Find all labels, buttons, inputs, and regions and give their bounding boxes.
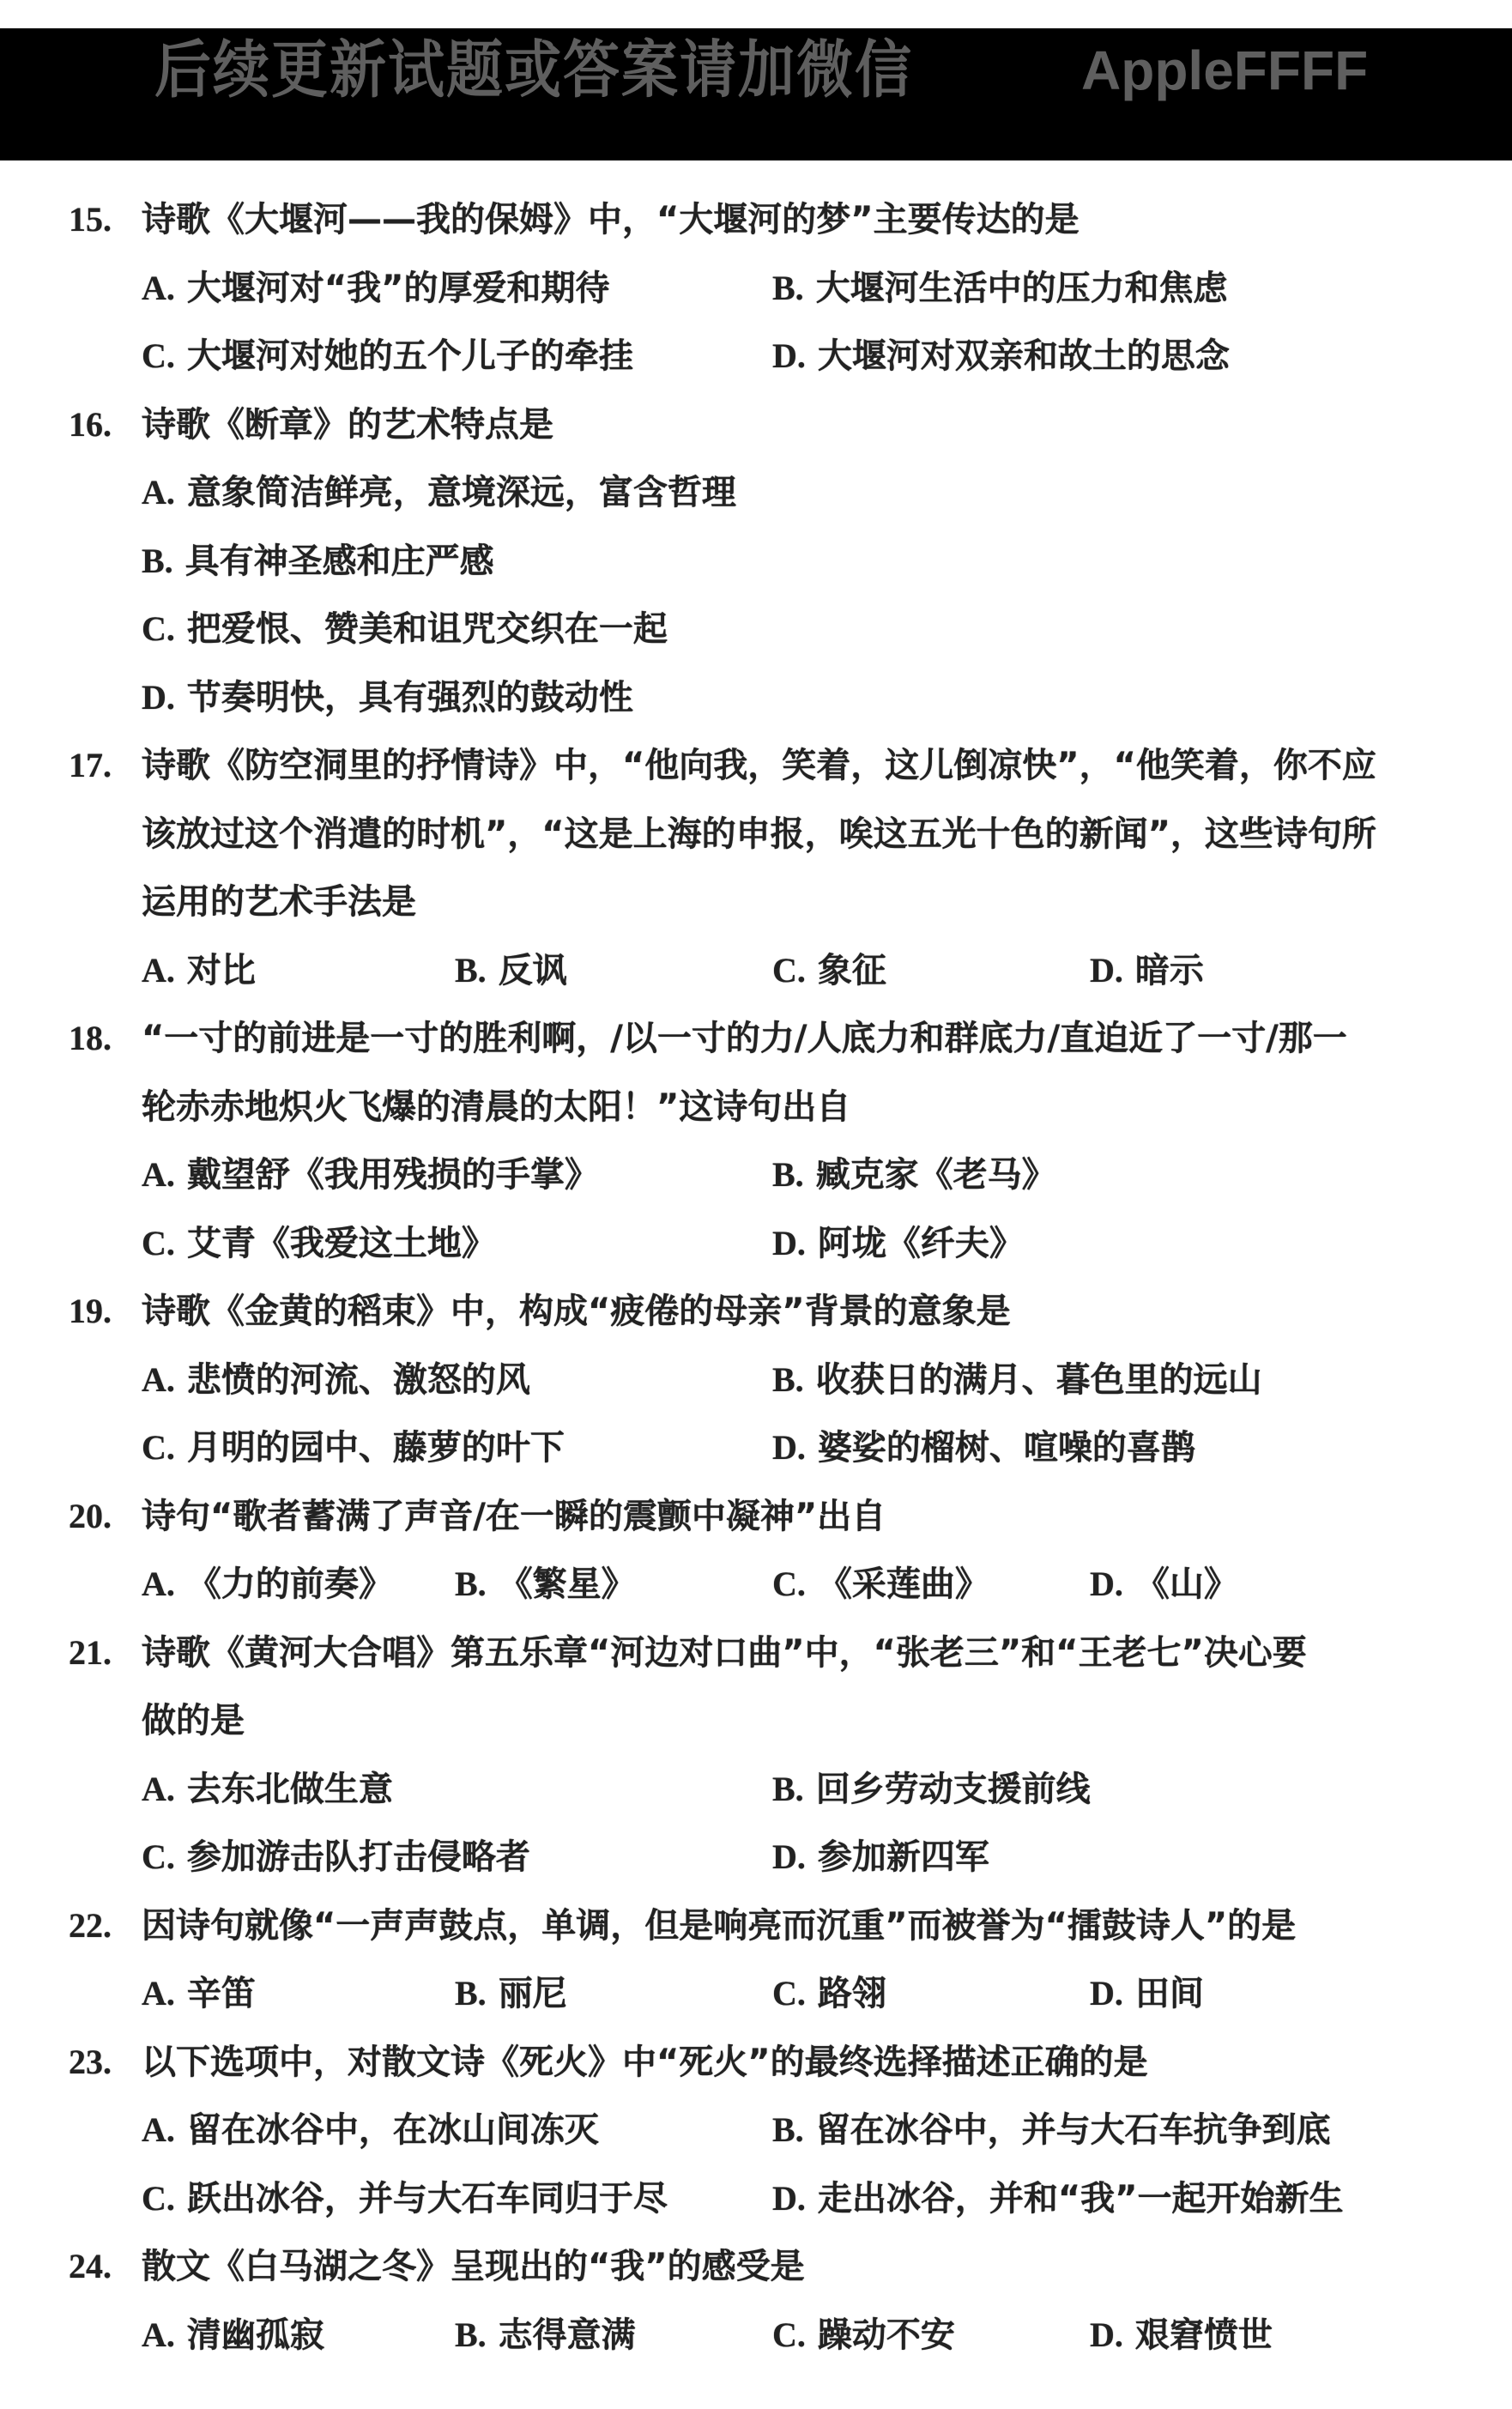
answer-option[interactable] [1090,1559,1238,1610]
option-text: 田间 [1134,1974,1204,2013]
answer-option[interactable] [142,603,668,655]
answer-option[interactable] [772,945,886,996]
option-label: A. [142,2315,175,2354]
option-label: A. [142,473,175,511]
option-label: B. [142,541,173,580]
question-number: 19. [69,1292,112,1330]
question-number: 16. [69,404,112,444]
question-text: 诗句“歌者蓄满了声音/在一瞬的震颤中凝神”出自 [142,1496,886,1536]
option-label: C. [142,1837,175,1876]
option-label: A. [142,950,175,990]
option-label: D. [1090,1974,1123,2013]
option-text: 参加游击队打击侵略者 [186,1837,530,1877]
answer-option[interactable] [772,1831,989,1883]
question-text: 诗歌《金黄的稻束》中，构成“疲倦的母亲”背景的意象是 [142,1292,1011,1331]
answer-option[interactable] [772,2173,1343,2224]
question-number: 24. [69,2247,112,2285]
answer-option[interactable] [142,2104,599,2156]
question-number: 15. [69,200,112,239]
option-text: 参加新四军 [817,1837,989,1877]
option-label: A. [142,268,175,307]
option-label: C. [772,2315,806,2354]
option-label: D. [1090,2315,1123,2354]
option-text: 《力的前奏》 [186,1565,393,1604]
option-label: C. [142,1428,175,1467]
option-text: 跃出冰谷，并与大石车同归于尽 [186,2178,668,2218]
answer-option[interactable] [142,1218,496,1269]
answer-option[interactable] [455,945,567,996]
option-label: C. [772,1974,806,2013]
option-text: 意象简洁鲜亮，意境深远，富含哲理 [186,473,736,512]
option-text: 艰窘愤世 [1134,2315,1273,2355]
option-label: B. [772,2110,804,2149]
question-text: 因诗句就像“一声声鼓点，单调，但是响亮而沉重”而被誉为“擂鼓诗人”的是 [142,1905,1297,1946]
answer-option[interactable] [772,1422,1195,1474]
option-label: B. [772,1359,804,1399]
question-number: 21. [69,1632,112,1672]
answer-option[interactable] [772,2104,1331,2156]
question-number: 20. [69,1496,112,1535]
option-label: D. [772,1223,806,1262]
option-text: 回乡劳动支援前线 [815,1769,1091,1809]
question-text: 以下选项中，对散文诗《死火》中“死火”的最终选择描述正确的是 [142,2042,1148,2082]
option-label: D. [772,2178,806,2218]
option-label: D. [772,336,806,375]
answer-option[interactable] [455,2309,636,2361]
answer-option[interactable] [142,263,609,314]
option-text: 清幽孤寂 [186,2315,324,2355]
option-text: 大堰河对她的五个儿子的牵挂 [186,336,633,376]
option-text: 辛笛 [186,1974,256,2013]
option-text: 留在冰谷中，在冰山间冻灭 [186,2110,599,2150]
option-text: 戴望舒《我用残损的手掌》 [186,1155,599,1195]
option-label: D. [142,677,175,717]
option-text: 艾青《我爱这土地》 [186,1223,496,1263]
question-text: 该放过这个消遣的时机”，“这是上海的申报，唉这五光十色的新闻”，这些诗句所 [142,814,1376,854]
option-label: A. [142,1565,175,1603]
option-label: C. [772,950,806,990]
option-label: B. [772,268,804,307]
answer-option[interactable] [142,536,494,587]
answer-option[interactable] [142,1149,599,1201]
option-text: 大堰河生活中的压力和焦虑 [815,268,1228,308]
option-label: C. [142,609,175,648]
option-text: 臧克家《老马》 [815,1155,1056,1195]
question-number: 23. [69,2042,112,2081]
answer-option[interactable] [142,1354,530,1406]
option-text: 《采莲曲》 [817,1565,989,1604]
question-text: 散文《白马湖之冬》呈现出的“我”的感受是 [142,2247,805,2286]
answer-option[interactable] [772,2309,955,2361]
option-text: 把爱恨、赞美和诅咒交织在一起 [186,609,668,649]
option-text: 婆娑的榴树、喧噪的喜鹊 [817,1428,1195,1468]
answer-option[interactable] [142,1968,256,2019]
option-text: 对比 [186,950,256,990]
answer-option[interactable] [772,1764,1091,1815]
option-text: 《山》 [1134,1565,1238,1604]
option-label: A. [142,1769,175,1808]
option-label: D. [1090,950,1123,990]
answer-option[interactable] [455,1559,636,1610]
answer-option[interactable] [772,1149,1056,1201]
answer-option[interactable] [772,330,1230,382]
answer-option[interactable] [1090,2309,1273,2361]
answer-option[interactable] [142,1422,565,1474]
option-label: D. [772,1428,806,1467]
answer-option[interactable] [142,330,633,382]
option-label: B. [772,1155,804,1194]
question-number: 22. [69,1905,112,1945]
option-text: 去东北做生意 [186,1769,393,1809]
option-label: A. [142,1359,175,1399]
question-text: 做的是 [142,1701,245,1740]
answer-option[interactable] [455,1968,567,2019]
answer-option[interactable] [142,1831,530,1883]
option-text: 阿垅《纤夫》 [817,1223,1024,1263]
banner-text: 后续更新试题或答案请加微信 [154,33,913,107]
option-text: 《繁星》 [498,1565,636,1604]
answer-option[interactable] [142,2309,324,2361]
question-text: 诗歌《防空洞里的抒情诗》中，“他向我，笑着，这儿倒凉快”，“他笑着，你不应 [142,746,1376,785]
option-text: 丽尼 [498,1974,567,2013]
option-text: 月明的园中、藤萝的叶下 [186,1428,565,1468]
option-text: 大堰河对双亲和故土的思念 [817,336,1230,376]
option-label: D. [772,1837,806,1876]
watermark-banner [0,28,1512,160]
option-text: 悲愤的河流、激怒的风 [186,1359,530,1400]
option-text: 路翎 [817,1974,886,2013]
option-text: 躁动不安 [817,2315,955,2355]
option-text: 留在冰谷中，并与大石车抗争到底 [815,2110,1331,2150]
option-text: 暗示 [1134,950,1204,990]
answer-option[interactable] [142,1559,393,1610]
question-number: 18. [69,1019,112,1057]
option-text: 志得意满 [498,2315,636,2355]
option-text: 象征 [817,950,886,990]
option-label: B. [455,1974,487,2013]
option-label: B. [772,1769,804,1808]
question-text: 诗歌《断章》的艺术特点是 [142,404,553,445]
option-label: C. [142,336,175,375]
option-text: 走出冰谷，并和“我”一起开始新生 [817,2178,1344,2218]
answer-option[interactable] [142,467,736,518]
option-label: A. [142,1974,175,2013]
option-label: C. [142,1223,175,1262]
option-text: 大堰河对“我”的厚爱和期待 [186,268,610,308]
answer-option[interactable] [142,672,633,723]
answer-option[interactable] [142,1764,393,1815]
option-label: A. [142,1155,175,1194]
question-number: 17. [69,746,112,784]
option-label: D. [1090,1565,1123,1603]
option-label: C. [772,1565,806,1603]
option-text: 具有神圣感和庄严感 [184,541,494,581]
option-label: B. [455,1565,487,1603]
banner-wechat-id: AppleFFFF [1081,39,1369,101]
answer-option[interactable] [1090,1968,1204,2019]
question-text: 运用的艺术手法是 [142,882,416,922]
question-text: 诗歌《大堰河——我的保姆》中，“大堰河的梦”主要传达的是 [142,200,1080,239]
question-text: 诗歌《黄河大合唱》第五乐章“河边对口曲”中，“张老三”和“王老七”决心要 [142,1632,1307,1673]
answer-option[interactable] [772,1354,1262,1406]
option-text: 反讽 [498,950,567,990]
answer-option[interactable] [772,263,1228,314]
question-text: “一寸的前进是一寸的胜利啊，/以一寸的力/人底力和群底力/直迫近了一寸/那一 [142,1019,1347,1058]
option-text: 收获日的满月、暮色里的远山 [815,1359,1262,1400]
question-text: 轮赤赤地炽火飞爆的清晨的太阳！”这诗句出自 [142,1086,851,1127]
option-text: 节奏明快，具有强烈的鼓动性 [186,677,633,717]
answer-option[interactable] [772,1559,989,1610]
answer-option[interactable] [772,1218,1024,1269]
option-label: B. [455,950,487,990]
option-label: B. [455,2315,487,2354]
answer-option[interactable] [142,945,256,996]
answer-option[interactable] [1090,945,1204,996]
answer-option[interactable] [772,1968,886,2019]
option-label: A. [142,2110,175,2149]
option-label: C. [142,2178,175,2218]
answer-option[interactable] [142,2173,668,2224]
